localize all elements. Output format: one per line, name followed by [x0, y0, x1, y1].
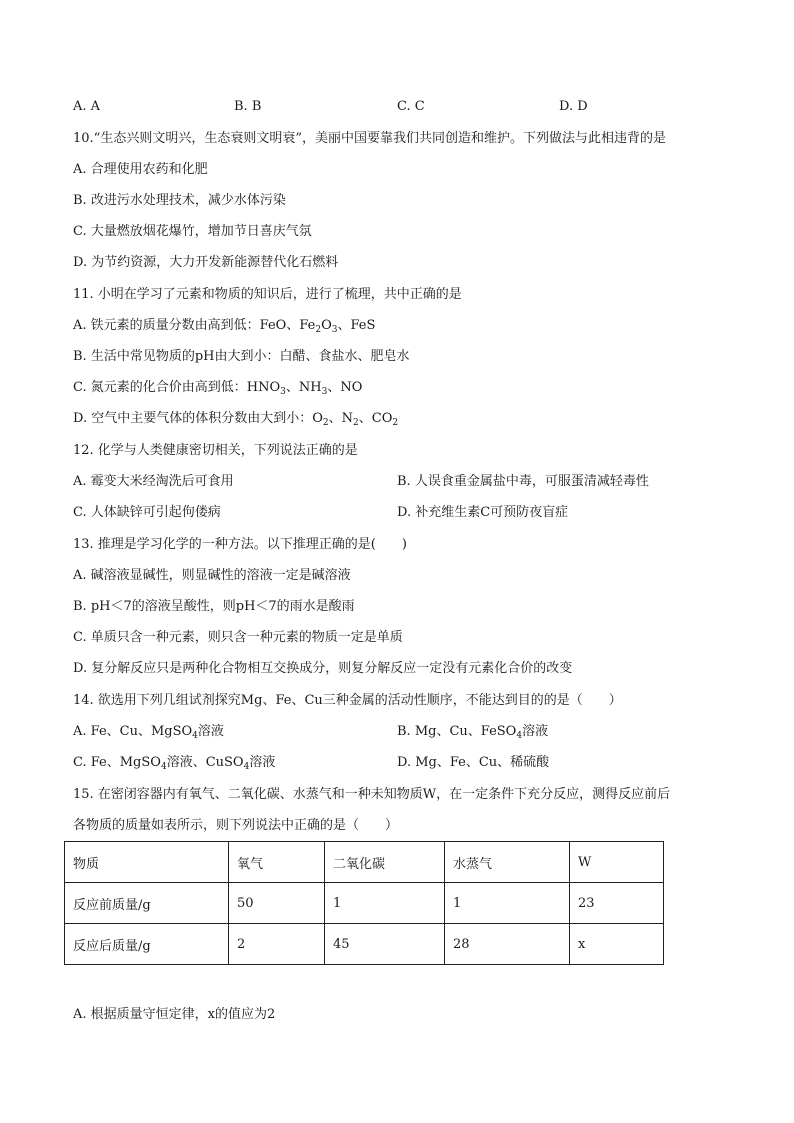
q14-option-b: B. Mg、Cu、FeSO$_4$溶液: [397, 724, 549, 741]
table-cell: 1: [325, 883, 445, 924]
q13-option-a: A. 碱溶液显碱性，则显碱性的溶液一定是碱溶液: [73, 568, 351, 583]
q12-option-c: C. 人体缺锌可引起佝偻病: [73, 505, 221, 520]
q11-option-b: B. 生活中常见物质的pH由大到小：白醋、食盐水、肥皂水: [73, 349, 410, 364]
q11-option-c: C. 氮元素的化合价由高到低：$HNO_3$、$NH_3$、NO: [73, 380, 363, 397]
table-cell: 2: [229, 924, 325, 965]
q9-option-d: D. D: [559, 99, 588, 114]
table-header-cell: W: [570, 842, 664, 883]
q10-option-a: A. 合理使用农药和化肥: [73, 162, 208, 177]
q10-option-d: D. 为节约资源，大力开发新能源替代化石燃料: [73, 255, 339, 270]
q15-stem-line-2: 各物质的质量如表所示，则下列说法中正确的是（ ）: [73, 818, 399, 833]
table-cell: 23: [570, 883, 664, 924]
q10-option-b: B. 改进污水处理技术，减少水体污染: [73, 193, 286, 208]
table-row: [65, 924, 664, 965]
table-cell: 45: [325, 924, 445, 965]
table-cell: 50: [229, 883, 325, 924]
table-cell: 反应后质量/g: [65, 924, 229, 965]
table-cell: 1: [445, 883, 570, 924]
q15-option-a: A. 根据质量守恒定律，x的值应为2: [73, 1007, 276, 1022]
table-cell: 反应前质量/g: [65, 883, 229, 924]
table-header-row: [65, 842, 664, 883]
q15-stem-line-1: 15. 在密闭容器内有氧气、二氧化碳、水蒸气和一种未知物质W，在一定条件下充分反应，测得反应前后: [73, 787, 671, 802]
table-header-cell: 水蒸气: [445, 842, 570, 883]
q9-option-c: C. C: [397, 99, 425, 114]
table-header-cell: 二氧化碳: [325, 842, 445, 883]
table-header-cell: 氧气: [229, 842, 325, 883]
q11-stem: 11. 小明在学习了元素和物质的知识后，进行了梳理，共中正确的是: [73, 287, 462, 302]
q13-option-d: D. 复分解反应只是两种化合物相互交换成分，则复分解反应一定没有元素化合价的改变: [73, 661, 573, 676]
q9-option-a: A. A: [73, 99, 101, 114]
q14-option-d: D. Mg、Fe、Cu、稀硫酸: [397, 755, 550, 770]
q12-stem: 12. 化学与人类健康密切相关，下列说法正确的是: [73, 443, 358, 458]
q10-option-c: C. 大量燃放烟花爆竹，增加节日喜庆气氛: [73, 224, 312, 239]
q10-stem: 10.“生态兴则文明兴，生态衰则文明衰”，美丽中国要靠我们共同创造和维护。下列做法与此相违背的是: [73, 131, 666, 146]
q13-option-c: C. 单质只含一种元素，则只含一种元素的物质一定是单质: [73, 630, 403, 645]
table-row: [65, 883, 664, 924]
q12-option-b: B. 人误食重金属盐中毒，可服蛋清减轻毒性: [397, 474, 649, 489]
q11-option-d: D. 空气中主要气体的体积分数由大到小：$O_2$、$N_2$、$CO_2$: [73, 411, 399, 428]
q12-option-a: A. 霉变大米经淘洗后可食用: [73, 474, 234, 489]
q9-option-b: B. B: [234, 99, 262, 114]
q14-option-a: A. Fe、Cu、MgSO$_4$溶液: [73, 724, 224, 741]
table-cell: x: [570, 924, 664, 965]
table-cell: 28: [445, 924, 570, 965]
q13-option-b: B. pH＜7的溶液呈酸性，则pH＜7的雨水是酸雨: [73, 599, 355, 614]
q11-option-a: A. 铁元素的质量分数由高到低：FeO、$Fe_2O_3$、FeS: [73, 318, 376, 335]
table-header-cell: 物质: [65, 842, 229, 883]
q14-option-c: C. Fe、MgSO$_4$溶液、CuSO$_4$溶液: [73, 755, 276, 772]
mass-table: [64, 841, 664, 965]
q13-stem: 13. 推理是学习化学的一种方法。以下推理正确的是( ): [73, 537, 407, 552]
q14-stem: 14. 欲选用下列几组试剂探究Mg、Fe、Cu三种金属的活动性顺序，不能达到目的的是（ ）: [73, 693, 622, 708]
q12-option-d: D. 补充维生素C可预防夜盲症: [397, 505, 569, 520]
